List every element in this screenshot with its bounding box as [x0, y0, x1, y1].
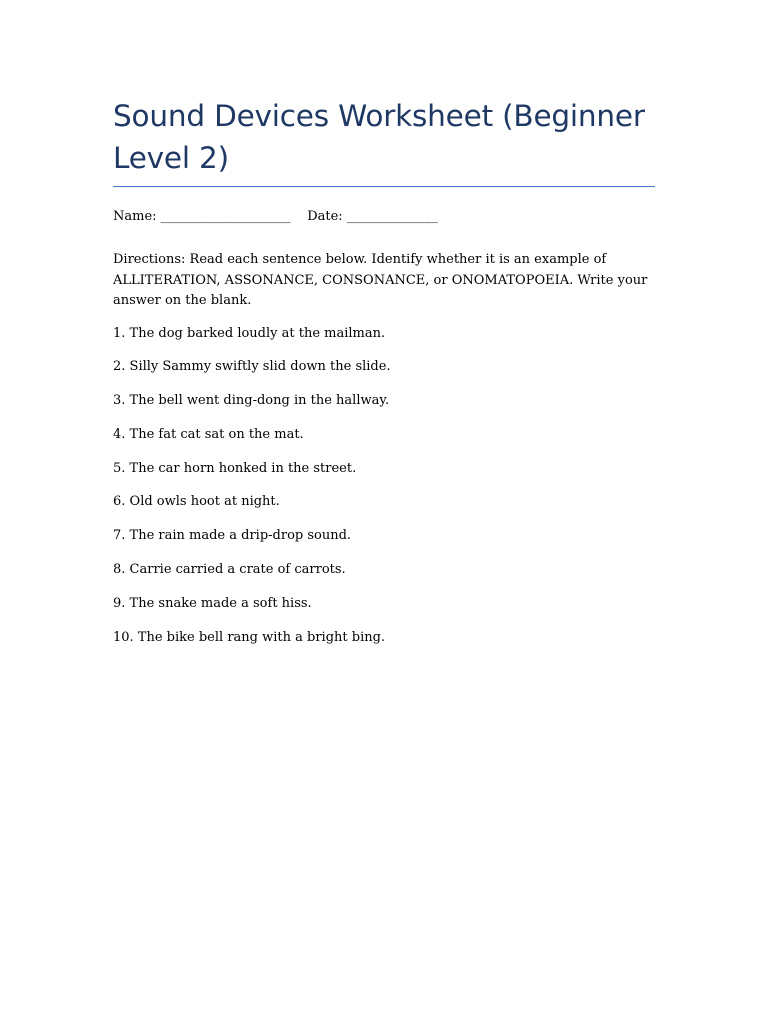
worksheet-title: Sound Devices Worksheet (Beginner Level 2) [113, 99, 645, 175]
question-item: 4. The fat cat sat on the mat. [113, 426, 304, 442]
question-item: 7. The rain made a drip-drop sound. [113, 528, 352, 544]
worksheet-page [113, 95, 655, 662]
name-date-line: Name: ____________________ Date: ______________ [113, 209, 438, 224]
question-item: 8. Carrie carried a crate of carrots. [113, 562, 346, 578]
question-item: 6. Old owls hoot at night. [113, 494, 280, 510]
question-item: 9. The snake made a soft hiss. [113, 595, 312, 611]
directions-text: Directions: Read each sentence below. Identify whether it is an example of ALLITERATION, ASSONANCE, CONSONANCE, or ONOMATOPOEIA. Write your answer on the blank. [113, 252, 648, 308]
question-item: 1. The dog barked loudly at the mailman. [113, 325, 386, 341]
question-item: 2. Silly Sammy swiftly slid down the slide. [113, 359, 391, 375]
question-list [113, 325, 655, 647]
title-divider [113, 186, 655, 187]
question-item: 3. The bell went ding-dong in the hallway. [113, 393, 390, 409]
question-item: 5. The car horn honked in the street. [113, 460, 357, 476]
question-item: 10. The bike bell rang with a bright bing. [113, 629, 386, 645]
